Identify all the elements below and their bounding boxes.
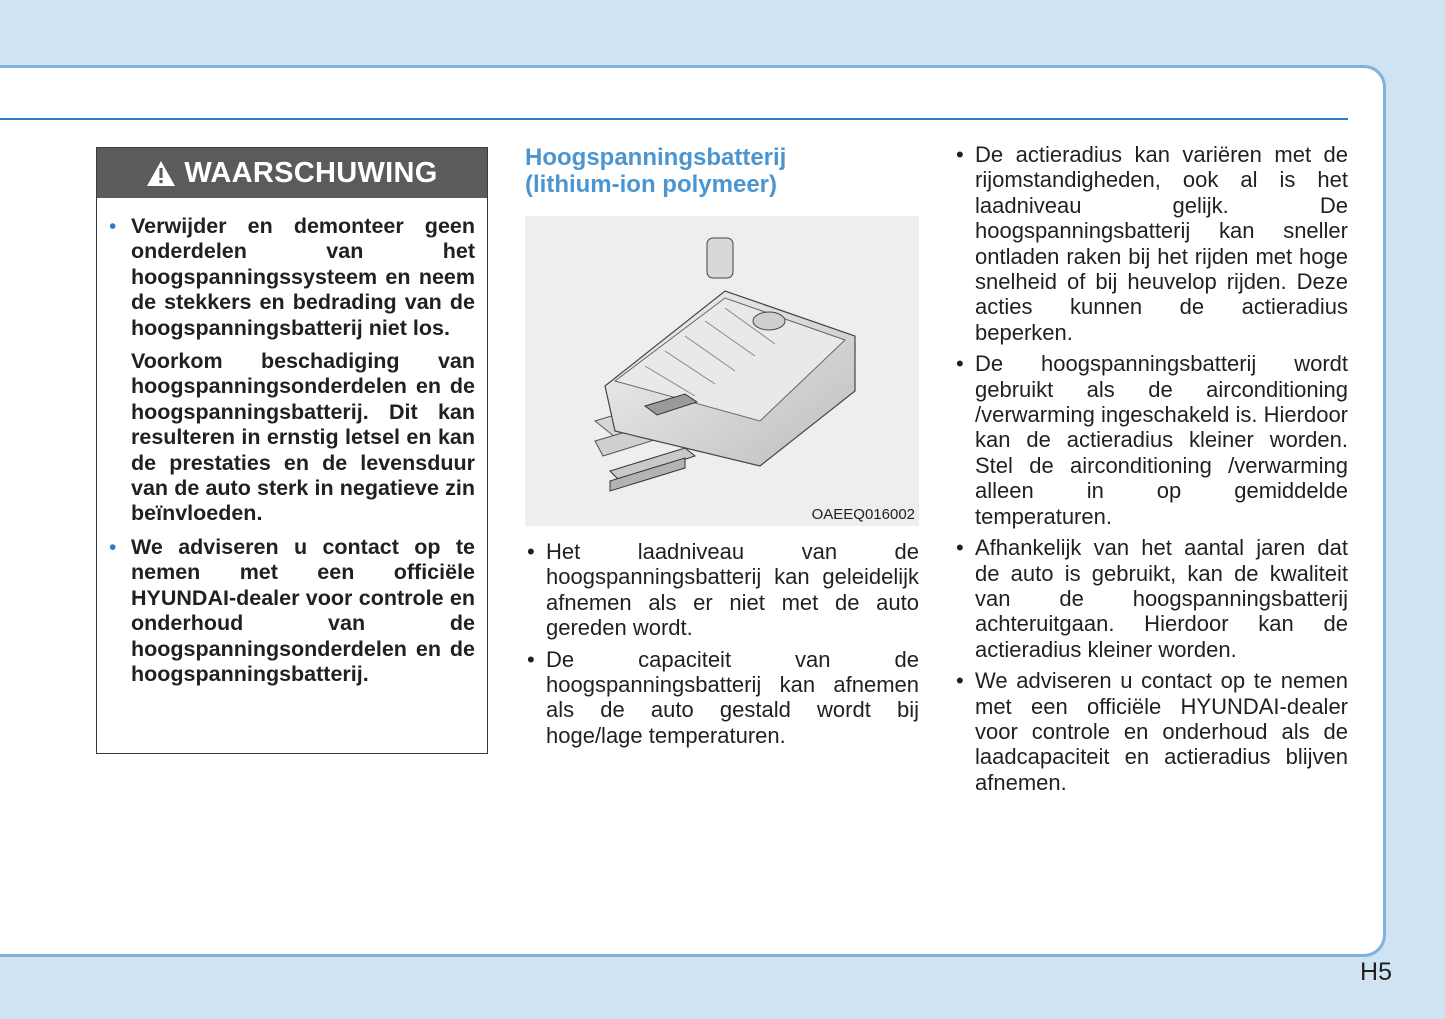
bullet-icon: • bbox=[956, 535, 964, 561]
warning-body bbox=[97, 198, 487, 687]
bullet-item bbox=[525, 539, 919, 641]
warning-paragraph: Voorkom beschadiging van hoogspanningsonderdelen en de hoogspanningsbatterij. Dit kan resulteren in ernstig letsel en kan de prestaties en de levensduur van de auto sterk in negatieve zin beïnvloeden. bbox=[131, 349, 475, 526]
section-title-line: Hoogspanningsbatterij bbox=[525, 144, 787, 171]
bullet-text: De actieradius kan variëren met de rijomstandigheden, ook al is het laadniveau gelijk. De hoogspanningsbatterij kan sneller ontladen raken bij het rijden met hoge snelheid of bij heuvelop rijden. Deze acties kunnen de actieradius beperken. bbox=[975, 142, 1348, 345]
battery-illustration bbox=[525, 216, 919, 526]
warning-item bbox=[107, 214, 475, 527]
warning-paragraph: We adviseren u contact op te nemen met een officiële HYUNDAI-dealer voor controle en onderhoud van de hoogspanningsonderdelen en de hoogspanningsbatterij. bbox=[131, 534, 475, 686]
section-title bbox=[525, 144, 925, 198]
bullet-icon: • bbox=[956, 668, 964, 694]
bullet-icon: • bbox=[109, 215, 117, 238]
section-title-line: (lithium-ion polymeer) bbox=[525, 171, 777, 198]
page-number: H5 bbox=[1360, 958, 1392, 986]
bullet-item bbox=[525, 647, 919, 749]
bullet-text: Afhankelijk van het aantal jaren dat de auto is gebruikt, kan de kwaliteit van de hoogspanningsbatterij achteruitgaan. Hierdoor kan de actieradius kleiner worden. bbox=[975, 535, 1348, 662]
bullet-item bbox=[954, 535, 1348, 662]
warning-box bbox=[96, 147, 488, 754]
battery-figure bbox=[525, 216, 919, 526]
right-column bbox=[954, 142, 1348, 801]
bullet-item bbox=[954, 142, 1348, 345]
bullet-icon: • bbox=[109, 535, 117, 559]
figure-code: OAEEQ016002 bbox=[811, 506, 915, 523]
warning-triangle-icon bbox=[146, 160, 176, 187]
warning-item bbox=[107, 535, 475, 687]
bullet-icon: • bbox=[956, 142, 964, 167]
top-rule bbox=[0, 118, 1348, 120]
middle-column bbox=[525, 539, 919, 754]
warning-header bbox=[97, 148, 487, 198]
bullet-item bbox=[954, 351, 1348, 529]
bullet-icon: • bbox=[527, 539, 535, 564]
warning-title: WAARSCHUWING bbox=[184, 156, 438, 189]
bullet-icon: • bbox=[527, 646, 535, 672]
bullet-text: De hoogspanningsbatterij wordt gebruikt als de airconditioning /verwarming ingeschakeld is. Hierdoor kan de actieradius kleiner worden. Stel de airconditioning /verwarming alleen in op gemiddelde temperaturen. bbox=[975, 351, 1348, 529]
bullet-text: De capaciteit van de hoogspanningsbatterij kan afnemen als de auto gestald wordt bij hoge/lage temperaturen. bbox=[546, 646, 919, 748]
bullet-item bbox=[954, 668, 1348, 795]
bullet-icon: • bbox=[956, 351, 964, 377]
warning-paragraph: Verwijder en demonteer geen onderdelen van het hoogspanningssysteem en neem de stekkers en bedrading van de hoogspanningsbatterij niet los. bbox=[131, 214, 475, 340]
bullet-text: We adviseren u contact op te nemen met een officiële HYUNDAI-dealer voor controle en onderhoud als de laadcapaciteit en actieradius blijven afnemen. bbox=[975, 668, 1348, 795]
bullet-text: Het laadniveau van de hoogspanningsbatterij kan geleidelijk afnemen als er niet met de auto gereden wordt. bbox=[546, 539, 919, 641]
manual-page bbox=[0, 65, 1386, 957]
